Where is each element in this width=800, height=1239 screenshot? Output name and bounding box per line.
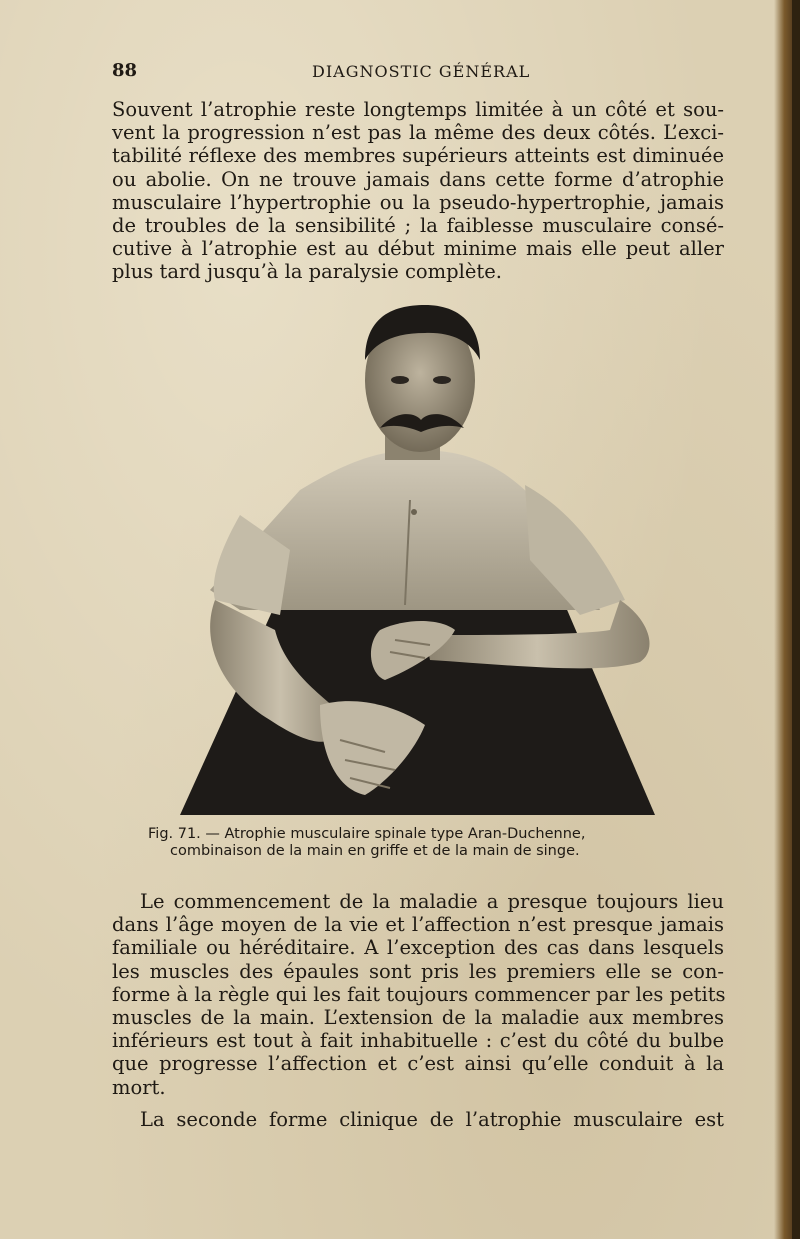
book-spine-edge: [792, 0, 800, 1239]
text-line: plus tard jusqu’à la paralysie complète.: [112, 260, 502, 284]
caption-line: Fig. 71. — Atrophie musculaire spinale type Aran-Duchenne,: [148, 826, 586, 842]
text-line: inférieurs est tout à fait inhabituelle : c’est du côté du bulbe: [112, 1029, 724, 1053]
text-line: Souvent l’atrophie reste longtemps limitée à un côté et sou-: [112, 98, 724, 121]
paragraph-1: [112, 98, 724, 284]
text-line: mort.: [112, 1075, 166, 1099]
figure-caption: [148, 826, 708, 860]
text-line: tabilité réflexe des membres supérieurs atteints est diminuée: [112, 144, 724, 168]
paragraph-2: [112, 890, 724, 1099]
text-line: ou abolie. On ne trouve jamais dans cette forme d’atrophie: [112, 167, 724, 191]
text-line: de troubles de la sensibilité ; la faiblesse musculaire consé-: [112, 214, 724, 238]
text-line: vent la progression n’est pas la même des deux côtés. L’exci-: [112, 121, 724, 145]
paragraph-3: [112, 1108, 724, 1131]
patient-photograph: [180, 300, 655, 815]
text-line: Le commencement de la maladie a presque toujours lieu: [140, 890, 724, 913]
text-line: les muscles des épaules sont pris les premiers elle se con-: [112, 959, 724, 983]
text-line: dans l’âge moyen de la vie et l’affection n’est presque jamais: [112, 913, 724, 937]
text-line: forme à la règle qui les fait toujours commencer par les petits: [112, 982, 726, 1006]
page-number: 88: [112, 60, 138, 81]
text-line: La seconde forme clinique de l’atrophie musculaire est: [140, 1108, 724, 1131]
text-line: familiale ou héréditaire. A l’exception des cas dans lesquels: [112, 936, 724, 960]
figure-photograph: [180, 300, 655, 815]
text-line: musculaire l’hypertrophie ou la pseudo-hypertrophie, jamais: [112, 190, 724, 214]
text-line: cutive à l’atrophie est au début minime mais elle peut aller: [112, 237, 724, 261]
page-header: [112, 60, 722, 88]
caption-line: combinaison de la main en griffe et de la main de singe.: [170, 843, 580, 859]
text-line: que progresse l’affection et c’est ainsi qu’elle conduit à la: [112, 1052, 724, 1076]
running-title: DIAGNOSTIC GÉNÉRAL: [312, 62, 531, 81]
text-line: muscles de la main. L’extension de la maladie aux membres: [112, 1006, 724, 1030]
